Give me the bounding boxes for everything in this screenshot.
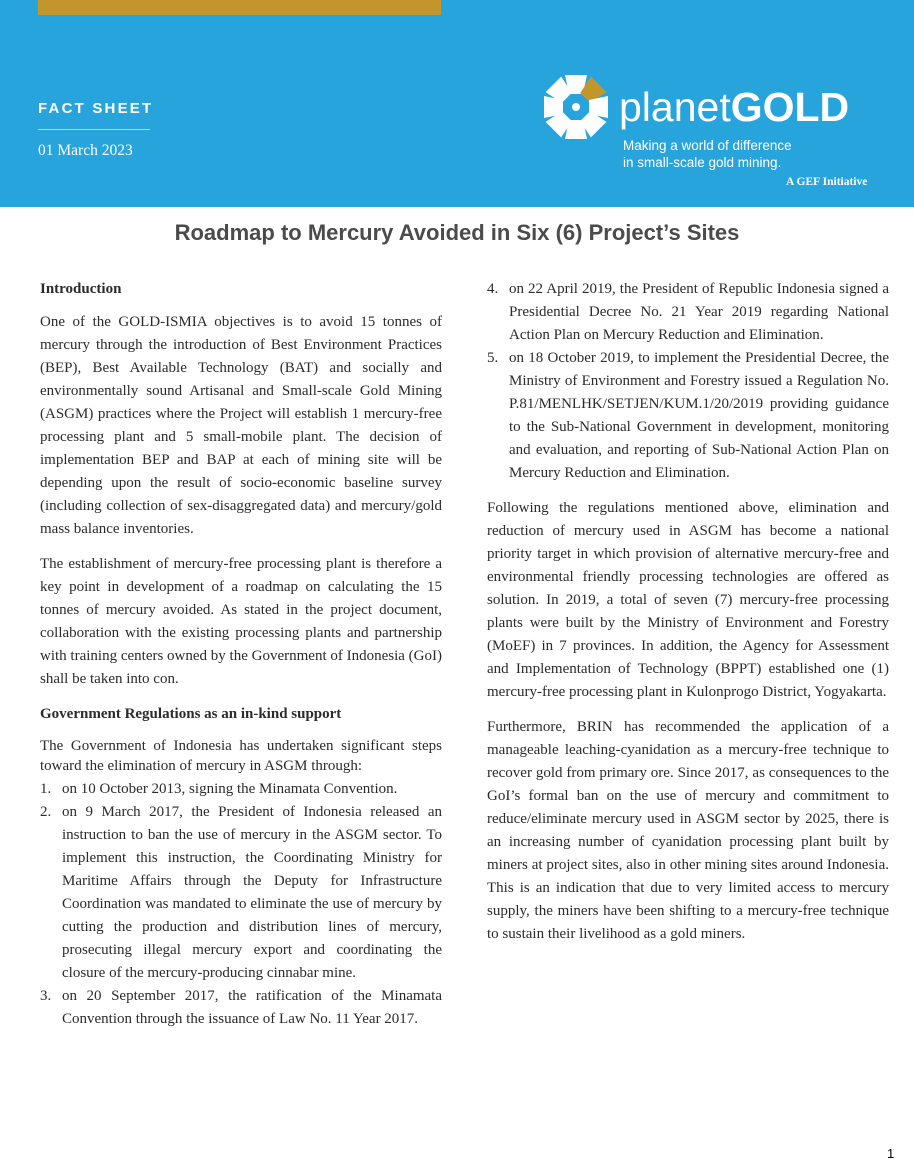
brand-name xyxy=(619,82,849,132)
list-item-text: on 9 March 2017, the President of Indonesia released an instruction to ban the use of mercury in the ASGM sector. To implement this instruction, the Coordinating Ministry for Maritime Affairs through the Deputy for Infrastructure Coordination was mandated to eliminate the use of mercury by cutting the production and distribution lines of mercury, prosecuting illegal mercury export and coordinating the closure of the mercury-producing cinnabar mine. xyxy=(62,804,442,981)
introduction-paragraph-2: The establishment of mercury-free processing plant is therefore a key point in development of a roadmap on calculating the 15 tonnes of mercury avoided. As stated in the project document, collaboration with the existing processing plants and partnership with training centers owned by the Government of Indonesia (GoI) shall be taken into con. xyxy=(40,556,442,687)
government-regulations-heading: Government Regulations as an in-kind support xyxy=(40,706,342,722)
list-item-number: 2. xyxy=(40,804,52,820)
page-number: 1 xyxy=(887,1146,895,1161)
fact-sheet-divider xyxy=(38,129,150,130)
gold-accent-bar xyxy=(38,0,441,15)
list-item-number: 4. xyxy=(487,281,499,297)
introduction-heading: Introduction xyxy=(40,281,122,297)
list-item-text: on 10 October 2013, signing the Minamata Convention. xyxy=(62,781,398,797)
publication-date: 01 March 2023 xyxy=(38,142,133,159)
list-item-text: on 18 October 2019, to implement the Presidential Decree, the Ministry of Environment and Forestry issued a Regulation No. P.81/MENLHK/SETJEN/KUM.1/20/2019 providing guidance to the Sub-National Government in development, monitoring and evaluation, and reporting of Sub-National Action Plan on Mercury Reduction and Elimination. xyxy=(509,350,889,481)
right-column xyxy=(487,278,889,958)
planetgold-logo-icon xyxy=(543,74,609,140)
regulations-list xyxy=(40,778,442,1031)
header-banner xyxy=(0,0,914,207)
page-title: Roadmap to Mercury Avoided in Six (6) Project’s Sites xyxy=(174,220,740,245)
government-regulations-intro: The Government of Indonesia has undertaken significant steps toward the elimination of mercury in ASGM through: xyxy=(40,738,442,774)
list-item xyxy=(487,347,889,485)
list-item xyxy=(487,278,889,347)
list-item-number: 3. xyxy=(40,988,52,1004)
list-item-number: 5. xyxy=(487,350,499,366)
regulations-list-continued xyxy=(487,278,889,485)
list-item xyxy=(40,778,442,801)
list-item-text: on 20 September 2017, the ratification of the Minamata Convention through the issuance of Law No. 11 Year 2017. xyxy=(62,988,442,1027)
gef-initiative-label: A GEF Initiative xyxy=(786,176,868,188)
list-item-text: on 22 April 2019, the President of Republic Indonesia signed a Presidential Decree No. 21 Year 2019 regarding National Action Plan on Mercury Reduction and Elimination. xyxy=(509,281,889,343)
tagline-line-1: Making a world of difference xyxy=(623,138,792,153)
brand-name-light: planet xyxy=(619,84,731,130)
list-item xyxy=(40,985,442,1031)
brand-tagline xyxy=(623,138,792,171)
list-item-number: 1. xyxy=(40,781,52,797)
brin-recommendation-paragraph: Furthermore, BRIN has recommended the application of a manageable leaching-cyanidation as a mercury-free technique to recover gold from primary ore. Since 2017, as consequences to the GoI’s formal ban on the use of mercury and commitment to reduce/eliminate mercury used in ASGM sector by 2025, there is an increasing number of cyanidation processing plant built by miners at project sites, also in other mining sites around Indonesia. This is an indication that due to very limited access to mercury supply, the miners have been shifting to a mercury-free technique to sustain their livelihood as a gold miners. xyxy=(487,719,889,942)
following-regulations-paragraph: Following the regulations mentioned above, elimination and reduction of mercury used in ASGM has become a national priority target in which provision of alternative mercury-free and environmental friendly processing technologies are offered as solution. In 2019, a total of seven (7) mercury-free processing plants were built by the Ministry of Environment and Forestry (MoEF) in 7 provinces. In addition, the Agency for Assessment and Implementation of Technology (BPPT) established one (1) mercury-free processing plant in Kulonprogo District, Yogyakarta. xyxy=(487,500,889,700)
introduction-paragraph-1: One of the GOLD-ISMIA objectives is to avoid 15 tonnes of mercury through the introduction of Best Environment Practices (BEP), Best Available Technology (BAT) and socially and environmentally sound Artisanal and Small-scale Gold Mining (ASGM) practices where the Project will establish 1 mercury-free processing plant and 5 small-mobile plant. The decision of implementation BEP and BAP at each of mining site will be depending upon the result of socio-economic baseline survey (including collection of sex-disaggregated data) and mercury/gold mass balance inventories. xyxy=(40,314,442,537)
left-column xyxy=(40,278,442,1031)
fact-sheet-label: FACT SHEET xyxy=(38,100,154,117)
brand-name-bold: GOLD xyxy=(730,84,850,130)
list-item xyxy=(40,801,442,985)
tagline-line-2: in small-scale gold mining. xyxy=(623,154,782,170)
